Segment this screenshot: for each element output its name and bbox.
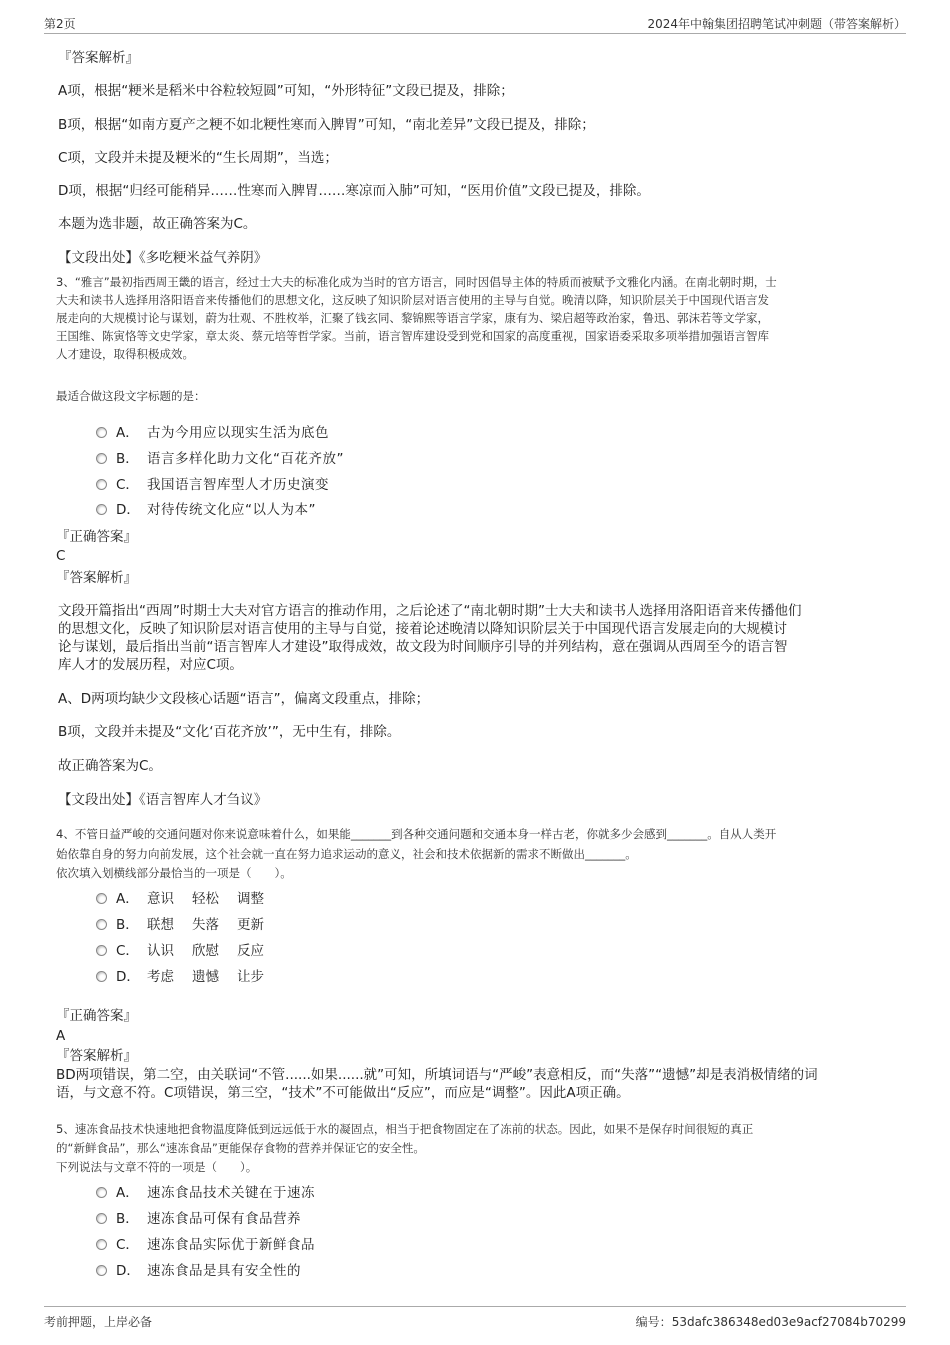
document-code: 编号：53dafc386348ed03e9acf27084b70299: [635, 1315, 906, 1329]
analysis-line: 语，与文意不符。C项错误，第三空，“技术”不可能做出“反应”，而应是“调整”。因此A项正确。: [56, 1085, 630, 1101]
analysis-line: A项，根据“粳米是稻米中谷粒较短圆”可知，“外形特征”文段已提及，排除；: [58, 83, 514, 99]
q3-option-a[interactable]: A． 古为今用应以现实生活为底色: [96, 421, 329, 441]
question-4-stem-line: 始依靠自身的努力向前发展，这个社会就一直在努力追求运动的意义，社会和技术依据新的需求不断做出_______。: [56, 847, 637, 861]
analysis-line: 库人才的发展历程，对应C项。: [58, 657, 243, 673]
radio-icon[interactable]: [96, 945, 107, 956]
radio-icon[interactable]: [96, 1187, 107, 1198]
analysis-line: C项，文段并未提及粳米的“生长周期”，当选；: [58, 150, 338, 166]
analysis-line: 文段开篇指出“西周”时期士大夫对官方语言的推动作用，之后论述了“南北朝时期”士大夫和读书人选择用洛阳语音来传播他们: [58, 603, 802, 619]
question-3-passage-line: 3、“雅言”最初指西周王畿的语言，经过士大夫的标准化成为当时的官方语言，同时因倡导主体的特质而被赋予文雅化内涵。在南北朝时期，士: [56, 275, 777, 289]
question-5-prompt: 下列说法与文章不符的一项是（ ）。: [56, 1160, 258, 1174]
correct-answer-label: 『正确答案』: [56, 529, 137, 545]
analysis-line: B项，文段并未提及“文化‘百花齐放’”，无中生有，排除。: [58, 724, 401, 740]
q5-option-d[interactable]: D． 速冻食品是具有安全性的: [96, 1259, 301, 1279]
q3-option-d[interactable]: D． 对待传统文化应“以人为本”: [96, 498, 316, 518]
page-number: 第2页: [44, 17, 76, 31]
source-citation: 【文段出处】《语言智库人才刍议》: [58, 792, 268, 808]
question-5-stem-line: 5、速冻食品技术快速地把食物温度降低到远远低于水的凝固点，相当于把食物固定在了冻前的状态。因此，如果不是保存时间很短的真正: [56, 1122, 754, 1136]
radio-icon[interactable]: [96, 1213, 107, 1224]
radio-icon[interactable]: [96, 971, 107, 982]
radio-icon[interactable]: [96, 1239, 107, 1250]
q4-option-c[interactable]: C． 认识 欣慰 反应: [96, 939, 282, 959]
q5-option-c[interactable]: C． 速冻食品实际优于新鲜食品: [96, 1233, 315, 1253]
q3-option-b[interactable]: B． 语言多样化助力文化“百花齐放”: [96, 447, 344, 467]
q4-option-a[interactable]: A． 意识 轻松 调整: [96, 887, 282, 907]
document-title: 2024年中翰集团招聘笔试冲刺题（带答案解析）: [647, 17, 906, 31]
radio-icon[interactable]: [96, 504, 107, 515]
q4-option-b[interactable]: B． 联想 失落 更新: [96, 913, 282, 933]
correct-answer: C: [56, 548, 66, 564]
analysis-label: 『答案解析』: [56, 570, 137, 586]
q3-option-c[interactable]: C． 我国语言智库型人才历史演变: [96, 473, 329, 493]
footer-divider: [44, 1306, 906, 1307]
question-3-passage-line: 大夫和读书人选择用洛阳语音来传播他们的思想文化，这反映了知识阶层对语言使用的主导与自觉。晚清以降，知识阶层关于中国现代语言发: [56, 293, 769, 307]
radio-icon[interactable]: [96, 453, 107, 464]
analysis-line: B项，根据“如南方夏产之粳不如北粳性寒而入脾胃”可知，“南北差异”文段已提及，排除；: [58, 117, 595, 133]
radio-icon[interactable]: [96, 427, 107, 438]
analysis-line: 的思想文化，反映了知识阶层对语言使用的主导与自觉，接着论述晚清以降知识阶层关于中国现代语言发展走向的大规模讨: [58, 621, 787, 637]
analysis-conclusion: 故正确答案为C。: [58, 758, 162, 774]
question-3-passage-line: 展走向的大规模讨论与谋划，蔚为壮观、不胜枚举，汇聚了钱玄同、黎锦熙等语言学家，康有为、梁启超等政治家，鲁迅、郭沫若等文学家，: [56, 311, 769, 325]
radio-icon[interactable]: [96, 893, 107, 904]
analysis-line: 论与谋划，最后指出当前“语言智库人才建设”取得成效，故文段为时间顺序引导的并列结构，意在强调从西周至今的语言智: [58, 639, 788, 655]
source-citation: 【文段出处】《多吃粳米益气养阴》: [58, 250, 268, 266]
q5-option-a[interactable]: A． 速冻食品技术关键在于速冻: [96, 1181, 315, 1201]
question-4-stem-line: 4、不管日益严峻的交通问题对你来说意味着什么，如果能_______到各种交通问题和交通本身一样古老，你就多少会感到_______。自从人类开: [56, 827, 777, 841]
question-4-prompt: 依次填入划横线部分最恰当的一项是（ ）。: [56, 866, 292, 880]
footer-slogan: 考前押题，上岸必备: [44, 1315, 153, 1329]
analysis-label: 『答案解析』: [58, 50, 139, 66]
question-5-stem-line: 的“新鲜食品”，那么“速冻食品”更能保存食物的营养并保证它的安全性。: [56, 1141, 425, 1155]
analysis-conclusion: 本题为选非题，故正确答案为C。: [58, 216, 257, 232]
correct-answer-label: 『正确答案』: [56, 1008, 137, 1024]
question-3-passage-line: 王国维、陈寅恪等文史学家，章太炎、蔡元培等哲学家。当前，语言智库建设受到党和国家的高度重视，国家语委采取多项举措加强语言智库: [56, 329, 769, 343]
q5-option-b[interactable]: B． 速冻食品可保有食品营养: [96, 1207, 301, 1227]
question-3-passage-line: 人才建设，取得积极成效。: [56, 347, 194, 361]
analysis-label: 『答案解析』: [56, 1048, 137, 1064]
analysis-line: D项，根据“归经可能稍异……性寒而入脾胃……寒凉而入肺”可知，“医用价值”文段已提及，排除。: [58, 183, 650, 199]
header-divider: [44, 33, 906, 34]
q4-option-d[interactable]: D． 考虑 遗憾 让步: [96, 965, 282, 985]
radio-icon[interactable]: [96, 1265, 107, 1276]
radio-icon[interactable]: [96, 919, 107, 930]
radio-icon[interactable]: [96, 479, 107, 490]
correct-answer: A: [56, 1028, 66, 1044]
analysis-line: A、D两项均缺少文段核心话题“语言”，偏离文段重点，排除；: [58, 691, 430, 707]
question-3-prompt: 最适合做这段文字标题的是：: [56, 389, 206, 403]
analysis-line: BD两项错误，第二空，由关联词“不管......如果......就”可知，所填词语与“严峻”表意相反，而“失落”“遗憾”却是表消极情绪的词: [56, 1067, 818, 1083]
